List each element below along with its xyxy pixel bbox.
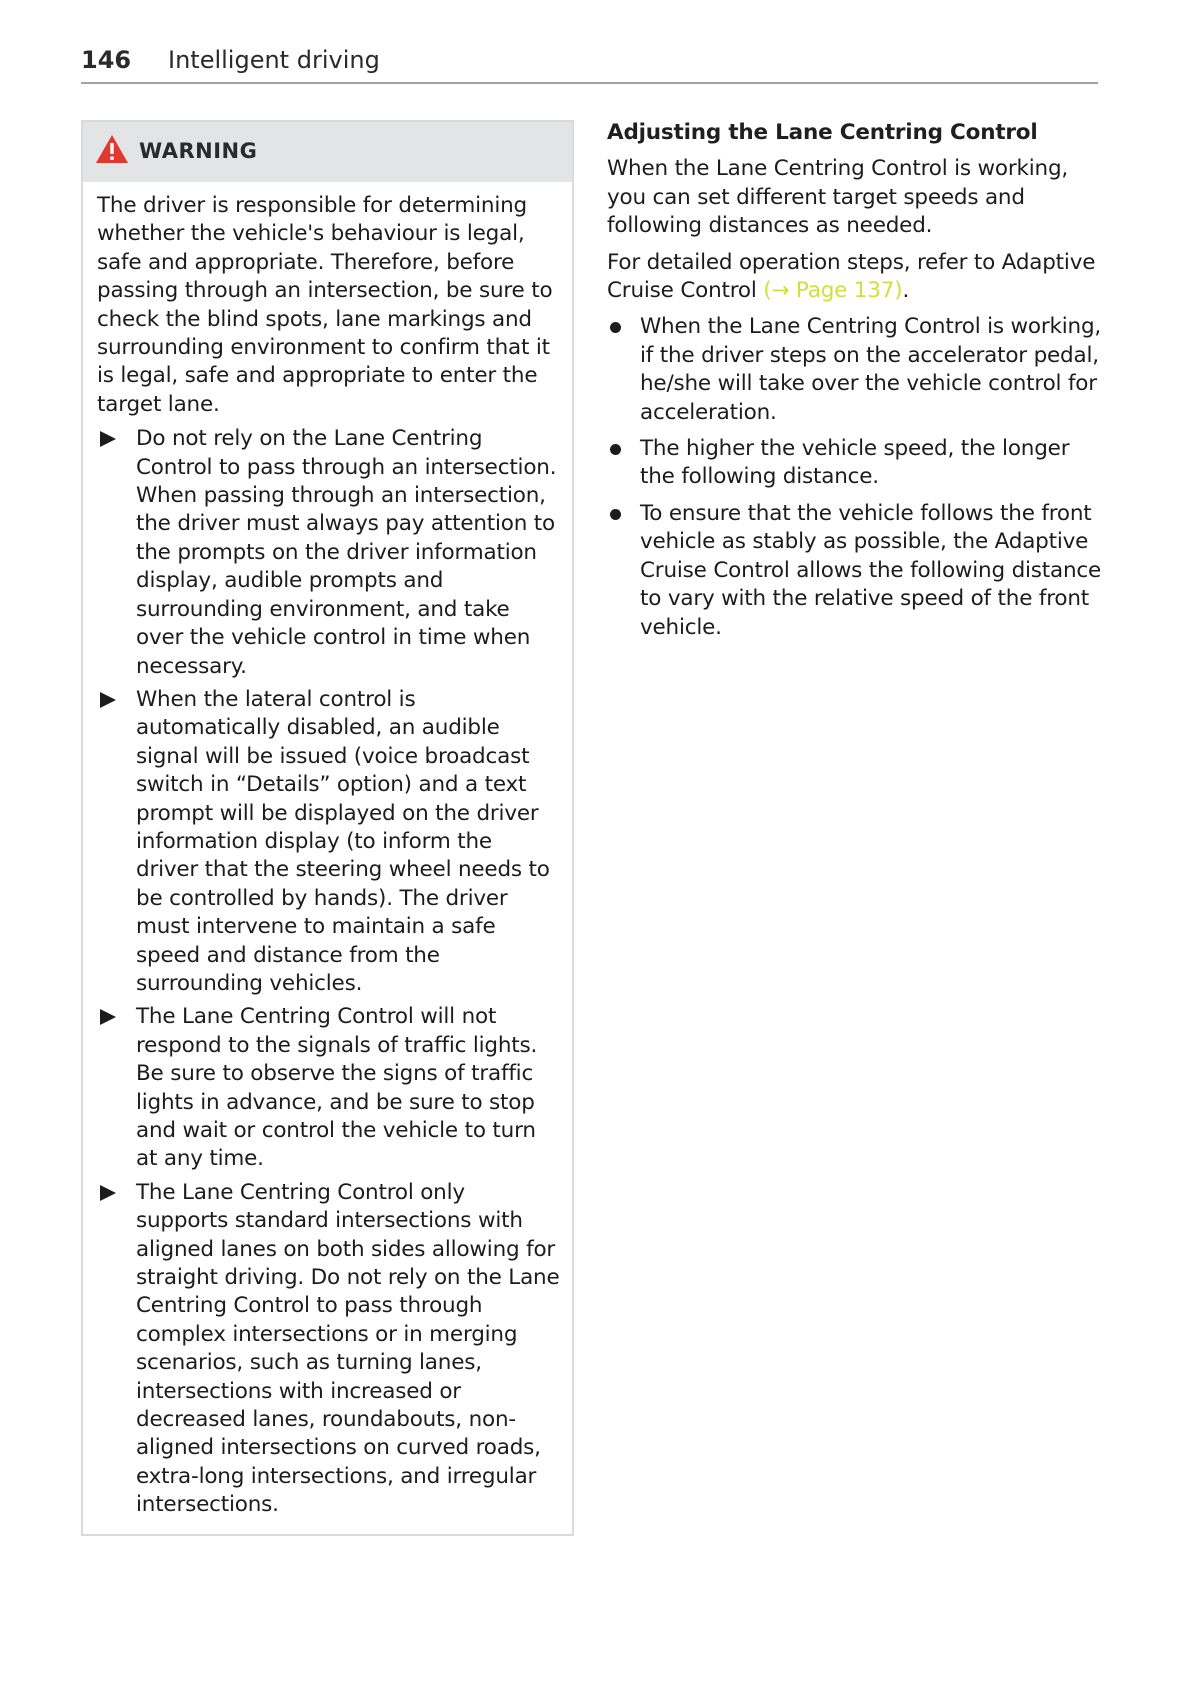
warning-list xyxy=(97,425,560,1519)
right-column xyxy=(607,119,1107,650)
section-list-item xyxy=(607,313,1107,427)
triangle-bullet-icon xyxy=(100,1185,116,1201)
section-heading: Adjusting the Lane Centring Control xyxy=(607,120,1038,145)
section-list-item xyxy=(607,500,1107,642)
warning-item-text: Do not rely on the Lane Centring Control to pass through an intersection. When passing through an intersection, the driver must always pay attention to the prompts on the driver information display, audible prompts and surrounding environment, and take over the vehicle control in time when necessary. xyxy=(136,426,557,679)
section-item-text: The higher the vehicle speed, the longer the following distance. xyxy=(640,436,1070,490)
warning-box xyxy=(81,120,574,1536)
section-paragraph-reference xyxy=(607,249,1107,306)
warning-list-item xyxy=(97,1003,560,1173)
triangle-bullet-icon xyxy=(100,692,116,708)
triangle-bullet-icon xyxy=(100,1009,116,1025)
warning-list-item xyxy=(97,425,560,681)
dot-bullet-icon xyxy=(610,444,621,455)
warning-title: WARNING xyxy=(139,139,258,163)
dot-bullet-icon xyxy=(610,509,621,520)
reference-text: For detailed operation steps, refer to Adaptive Cruise Control xyxy=(607,249,1096,304)
chapter-title: Intelligent driving xyxy=(168,46,380,74)
warning-triangle-icon xyxy=(95,134,129,164)
dot-bullet-icon xyxy=(610,322,621,333)
reference-end: . xyxy=(902,278,910,304)
warning-body xyxy=(83,182,572,1520)
section-list-item xyxy=(607,435,1107,492)
warning-list-item xyxy=(97,1179,560,1520)
page-number: 146 xyxy=(81,46,132,74)
warning-header xyxy=(83,122,572,182)
warning-item-text: When the lateral control is automatically disabled, an audible signal will be issued (voice broadcast switch in “Details” option) and a text prompt will be displayed on the driver information display (to inform the driver that the steering wheel needs to be controlled by hands). The driver must intervene to maintain a safe speed and distance from the surrounding vehicles. xyxy=(136,686,550,996)
section-bullet-list xyxy=(607,313,1107,641)
warning-list-item xyxy=(97,686,560,998)
section-item-text: When the Lane Centring Control is working, if the driver steps on the accelerator pedal, he/she will take over the vehicle control for acceleration. xyxy=(640,314,1102,425)
page-header xyxy=(81,46,1098,84)
warning-item-text: The Lane Centring Control only supports standard intersections with aligned lanes on both sides allowing for straight driving. Do not rely on the Lane Centring Control to pass through complex intersections or in merging scenarios, such as turning lanes, intersections with increased or decreased lanes, roundabouts, non-aligned intersections on curved roads, extra-long intersections, and irregular intersections. xyxy=(136,1179,560,1518)
section-item-text: To ensure that the vehicle follows the front vehicle as stably as possible, the Adaptive Cruise Control allows the following distance to vary with the relative speed of the front vehicle. xyxy=(640,500,1102,640)
triangle-bullet-icon xyxy=(100,431,116,447)
warning-item-text: The Lane Centring Control will not respond to the signals of traffic lights. Be sure to observe the signs of traffic lights in advance, and be sure to stop and wait or control the vehicle to turn at any time. xyxy=(136,1004,538,1172)
page-reference-link[interactable]: (→ Page 137) xyxy=(763,278,903,304)
section-paragraph: When the Lane Centring Control is working, you can set different target speeds and following distances as needed. xyxy=(607,156,1069,239)
warning-intro: The driver is responsible for determining whether the vehicle's behaviour is legal, safe and appropriate. Therefore, before passing through an intersection, be sure to check the blind spots, lane markings and surrounding environment to confirm that it is legal, safe and appropriate to enter the target lane. xyxy=(97,193,553,417)
